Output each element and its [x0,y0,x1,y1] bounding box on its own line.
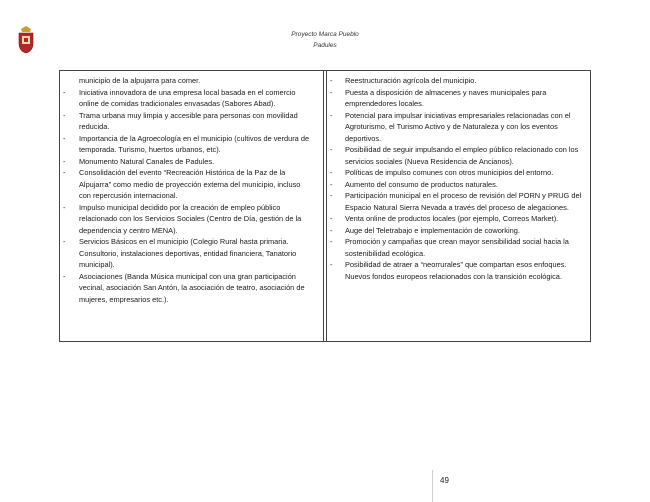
bullet-dash: - [330,179,333,189]
list-line-text: Participación municipal en el proceso de revisión del PORN y PRUG del [345,191,582,200]
list-line-text: con repercusión internacional. [79,191,178,200]
list-line [327,259,584,271]
list-line-text: sostenibilidad ecológica. [345,248,426,258]
list-line [60,248,317,260]
list-line [327,144,584,156]
list-line [327,190,584,202]
list-line [60,225,317,237]
bullet-dash: - [330,225,333,235]
page-number: 49 [440,476,449,485]
list-line-text: mujeres, empresarios etc.). [79,294,169,304]
list-line [60,121,317,133]
document-subtitle: Padules [313,42,337,49]
list-line-text: Monumento Natural Canales de Padules. [79,156,215,166]
list-line [60,87,317,99]
bullet-dash: - [63,133,66,143]
list-line [327,179,584,191]
list-line-text: Espacio Natural Sierra Nevada a través del proceso de alegaciones. [345,202,569,212]
list-line [327,202,584,214]
list-line-text: Promoción y campañas que crean mayor sensibilidad social hacia la [345,237,569,246]
list-line-text: Consultorio, instalaciones deportivas, entidad financiera, Tanatorio [79,248,297,258]
list-line-text: Trama urbana muy limpia y accesible para personas con movilidad [79,110,298,120]
list-line [327,133,584,145]
list-line-text: Impulso municipal decidido por la creación de empleo público [79,202,281,212]
list-line [327,98,584,110]
list-line-text: Agroturismo, el Turismo Activo y de Naturaleza y con los eventos [345,122,558,131]
list-line [60,236,317,248]
list-line-text: temporada. Turismo, huertos urbanos, etc). [79,145,221,154]
bullet-dash: - [330,191,333,200]
list-line-text: Puesta a disposición de almacenes y naves municipales para [345,87,547,97]
list-line-text: Potencial para impulsar iniciativas empresariales relacionadas con el [345,110,571,120]
list-line [327,75,584,87]
left-column [60,71,324,341]
list-line [60,156,317,168]
list-line [327,271,584,283]
list-line [60,202,317,214]
list-line-text: municipio de la alpujarra para comer. [79,76,201,85]
bullet-dash: - [330,145,333,154]
list-line-text: Políticas de impulso comunes con otros municipios del entorno. [345,168,554,177]
list-line [60,213,317,225]
list-line [327,121,584,133]
list-line-text: municipal). [79,260,115,269]
swot-table [59,70,591,342]
list-line [60,179,317,191]
list-line-text: Aumento del consumo de productos naturales. [345,179,498,189]
list-line [60,144,317,156]
list-line-text: Servicios Básicos en el municipio (Colegio Rural hasta primaria. [79,237,289,246]
document-title: Proyecto Marca Pueblo [291,31,359,38]
list-line [327,225,584,237]
bullet-dash: - [330,260,333,269]
list-line-text: servicios sociales (Nueva Residencia de Ancianos). [345,156,514,166]
list-line-text: Consolidación del evento “Recreación Histórica de la Paz de la [79,168,286,177]
bullet-dash: - [330,76,333,85]
list-line-text: Alpujarra” como medio de proyección externa del municipio, incluso [79,179,301,189]
footer-divider [432,470,433,502]
bullet-dash: - [63,87,66,97]
list-line [60,259,317,271]
list-line [60,190,317,202]
bullet-dash: - [63,168,66,177]
list-line [60,294,317,306]
bullet-dash: - [63,110,66,120]
list-line [327,156,584,168]
bullet-dash: - [330,214,333,223]
bullet-dash: - [63,156,66,166]
list-line [327,236,584,248]
list-line-text: reducida. [79,122,110,131]
list-line [327,213,584,225]
list-line [60,271,317,283]
right-column [326,71,590,341]
list-line-text: Auge del Teletrabajo e implementación de coworking. [345,225,520,235]
list-line-text: relacionado con los Servicios Sociales (Centro de Día, gestión de la [79,214,302,223]
list-line [60,75,317,87]
list-line-text: Posibilidad de seguir impulsando el empleo público relacionado con los [345,145,579,154]
list-line [327,248,584,260]
bullet-dash: - [63,271,66,281]
list-line-text: Nuevos fondos europeos relacionados con la transición ecológica. [345,271,562,281]
list-line-text: Reestructuración agrícola del municipio. [345,76,477,85]
list-line [60,98,317,110]
bullet-dash: - [330,237,333,246]
list-line [327,167,584,179]
bullet-dash: - [63,237,66,246]
list-line-text: deportivos. [345,133,382,143]
list-line-text: Importancia de la Agroecología en el municipio (cultivos de verdura de [79,133,310,143]
bullet-dash: - [63,202,66,212]
list-line-text: Venta online de productos locales (por ejemplo, Correos Market). [345,214,559,223]
list-line-text: dependencia y centro MENA). [79,225,178,235]
bullet-dash: - [330,87,333,97]
bullet-dash: - [330,110,333,120]
list-line [60,282,317,294]
list-line [60,110,317,122]
list-line-text: online de comidas tradicionales envasadas (Sabores Abad). [79,99,276,108]
list-line-text: vecinal, asociación San Antón, la asociación de teatro, asociación de [79,283,305,292]
list-line-text: Iniciativa innovadora de una empresa local basada en el comercio [79,87,296,97]
list-line [60,167,317,179]
bullet-dash: - [330,168,333,177]
list-line [60,133,317,145]
list-line [327,110,584,122]
list-line-text: Posibilidad de atraer a “neorrurales” que compartan esos enfoques. [345,260,567,269]
list-line-text: emprendedores locales. [345,99,424,108]
list-line-text: Asociaciones (Banda Música municipal con una gran participación [79,271,296,281]
list-line [327,87,584,99]
